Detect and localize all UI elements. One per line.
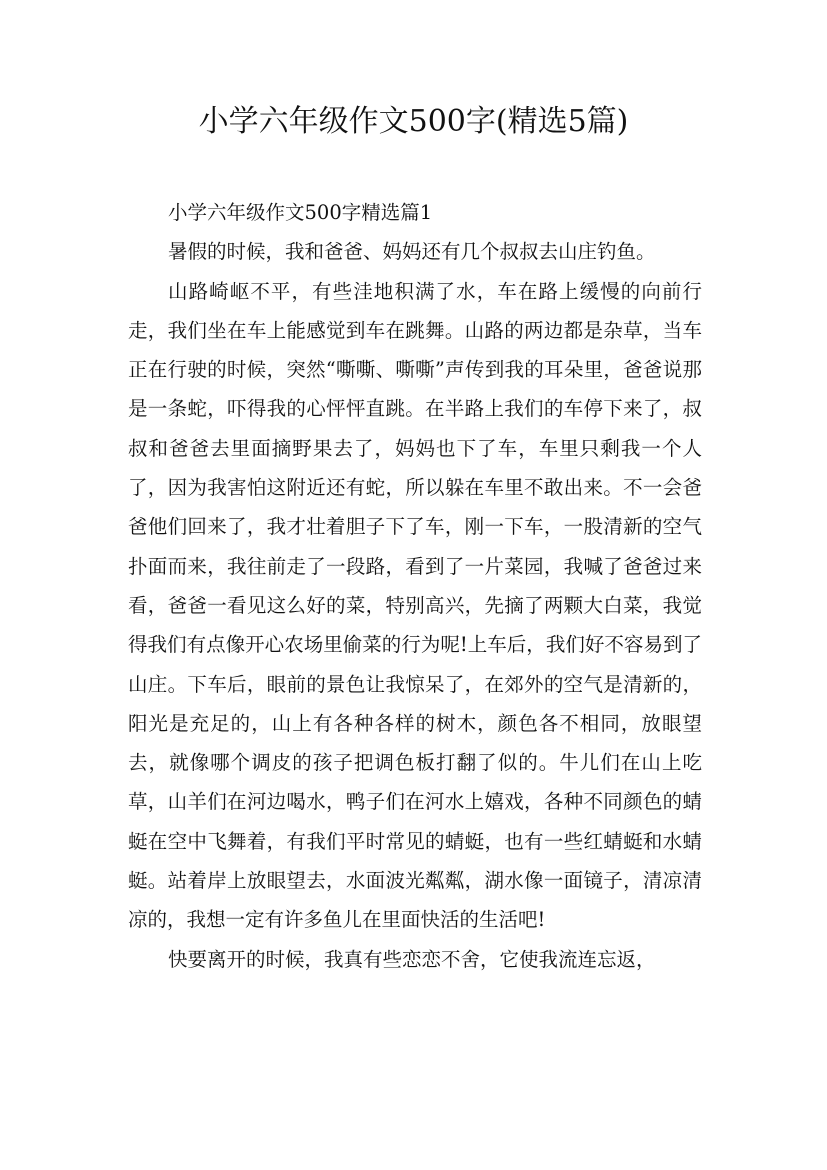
paragraph-1: 暑假的时候，我和爸爸、妈妈还有几个叔叔去山庄钓鱼。	[168, 240, 656, 264]
section-heading: 小学六年级作文500字精选篇1	[168, 201, 433, 224]
paragraph-2: 山路崎岖不平，有些洼地积满了水，车在路上缓慢的向前行走，我们坐在车上能感觉到车在跳舞。山路的两边都是杂草，当车正在行驶的时候，突然“嘶嘶、嘶嘶”声传到我的耳朵里，爸爸说那是一条蛇，吓得我的心怦怦直跳。在半路上我们的车停下来了，叔叔和爸爸去里面摘野果去了，妈妈也下了车，车里只剩我一个人了，因为我害怕这附近还有蛇，所以躲在车里不敢出来。不一会爸爸他们回来了，我才壮着胆子下了车，刚一下车，一股清新的空气扑面而来，我往前走了一段路，看到了一片菜园，我喊了爸爸过来看，爸爸一看见这么好的菜，特别高兴，先摘了两颗大白菜，我觉得我们有点像开心农场里偷菜的行为呢!上车后，我们好不容易到了山庄。下车后，眼前的景色让我惊呆了，在郊外的空气是清新的，阳光是充足的，山上有各种各样的树木，颜色各不相同，放眼望去，就像哪个调皮的孩子把调色板打翻了似的。牛儿们在山上吃草，山羊们在河边喝水，鸭子们在河水上嬉戏，各种不同颜色的蜻蜓在空中飞舞着，有我们平时常见的蜻蜓，也有一些红蜻蜓和水蜻蜓。站着岸上放眼望去，水面波光粼粼，湖水像一面镜子，清凉清凉的，我想一定有许多鱼儿在里面快活的生活吧!	[128, 279, 702, 932]
document-body	[128, 193, 702, 979]
document-title: 小学六年级作文500字(精选5篇)	[198, 104, 629, 139]
paragraph-3: 快要离开的时候，我真有些恋恋不舍，它使我流连忘返，	[168, 947, 656, 971]
